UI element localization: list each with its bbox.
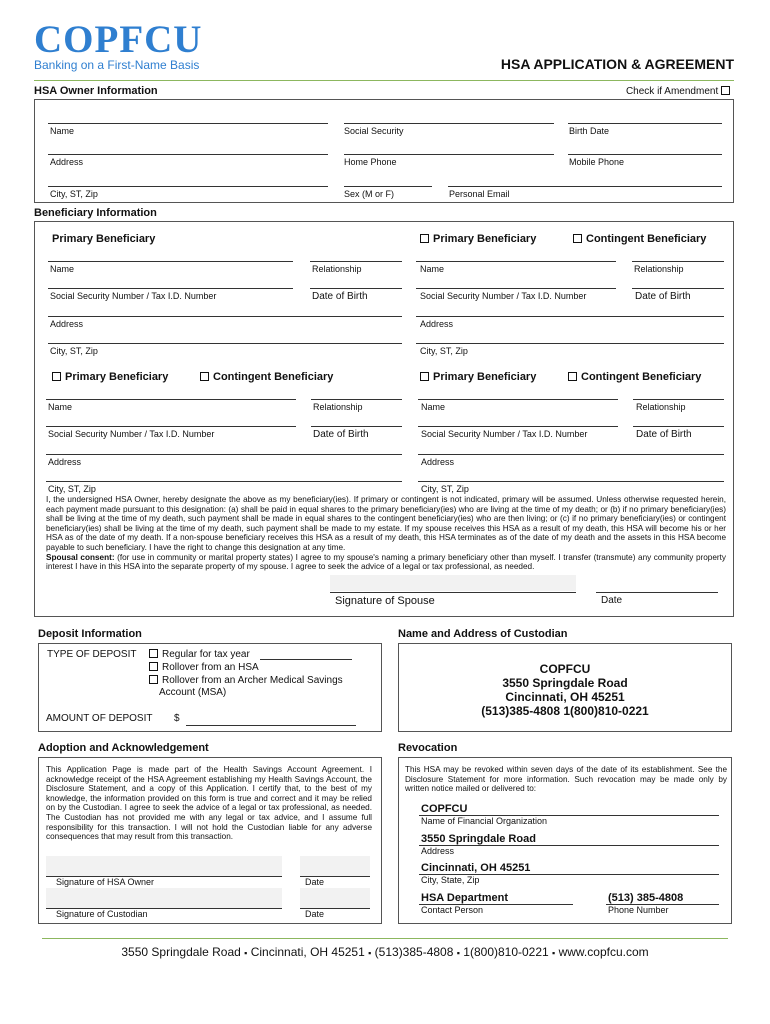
checkbox-icon[interactable]: [52, 372, 61, 381]
b3-ssn-label: Social Security Number / Tax I.D. Number: [48, 429, 215, 439]
address-line: [48, 154, 328, 155]
b4-city-line: [418, 481, 724, 482]
logo-wordmark: COPFCU: [34, 18, 203, 61]
type-of-deposit-label: TYPE OF DEPOSIT: [47, 649, 137, 660]
b4-ssn-line: [418, 426, 618, 427]
footer-separator: ▪: [552, 948, 556, 958]
deposit-heading: Deposit Information: [38, 628, 142, 640]
revocation-phone-label: Phone Number: [608, 905, 669, 915]
checkbox-icon[interactable]: [573, 234, 582, 243]
b4-contingent-label: Contingent Beneficiary: [581, 371, 702, 383]
name-label: Name: [50, 126, 75, 136]
footer-separator: ▪: [456, 948, 460, 958]
checkbox-icon[interactable]: [149, 675, 158, 684]
custodian-address-block: [398, 662, 732, 718]
revocation-org-label: Name of Financial Organization: [421, 816, 548, 826]
b3-city-line: [46, 481, 402, 482]
b2-primary-checkbox[interactable]: [420, 233, 536, 245]
b2-city-label: City, ST, Zip: [420, 346, 468, 356]
spouse-signature-line: [330, 592, 576, 593]
b2-ssn-label: Social Security Number / Tax I.D. Number: [420, 291, 587, 301]
checkbox-icon[interactable]: [568, 372, 577, 381]
footer-city: Cincinnati, OH 45251: [250, 945, 365, 959]
sex-label: Sex (M or F): [344, 189, 395, 199]
b2-contingent-label: Contingent Beneficiary: [586, 233, 707, 245]
b4-dob-line: [633, 426, 724, 427]
checkbox-icon[interactable]: [420, 234, 429, 243]
b4-primary-checkbox[interactable]: [420, 371, 536, 383]
b4-name-label: Name: [421, 402, 446, 412]
footer-phone: (513)385-4808: [374, 945, 454, 959]
adoption-text: This Application Page is made part of the Health Savings Account Agreement. I acknowledge receipt of the HSA Agreement establishing my Health Savings Account, the Disclosure Statement, and a copy of this Application. I certify that, to the best of my knowledge, the information provided on this form is true and correct and it may be relied on by the Custodian. I agree to seek the advice of a legal or tax professional, as needed. The Custodian has not provided me with any legal or tax advice, and I assume full responsibility for this transaction. I will not hold the Custodian liable for any adverse consequences that may result from this transaction.: [46, 765, 372, 842]
revocation-heading: Revocation: [398, 742, 458, 754]
b1-address-label: Address: [50, 319, 84, 329]
home-phone-line: [344, 154, 554, 155]
b1-name-label: Name: [50, 264, 75, 274]
b4-rel-line: [633, 399, 724, 400]
footer-website-link[interactable]: www.copfcu.com: [558, 945, 649, 959]
dollar-sign: $: [174, 713, 180, 724]
checkbox-icon[interactable]: [721, 86, 730, 95]
deposit-option-rollover-hsa[interactable]: [149, 662, 259, 673]
copfcu-logo: [34, 20, 202, 72]
email-line: [448, 186, 722, 187]
b3-address-label: Address: [48, 457, 82, 467]
footer: [0, 945, 770, 959]
b3-name-line: [46, 399, 296, 400]
deposit-option-regular-label: Regular for tax year: [162, 649, 250, 660]
b2-primary-label: Primary Beneficiary: [433, 233, 537, 245]
revocation-contact: HSA Department: [421, 892, 508, 904]
ssn-line: [344, 123, 554, 124]
footer-divider: [42, 938, 728, 939]
checkbox-icon[interactable]: [420, 372, 429, 381]
b3-primary-checkbox[interactable]: [52, 371, 168, 383]
revocation-phone: (513) 385-4808: [608, 892, 684, 904]
checkbox-icon[interactable]: [149, 662, 158, 671]
custodian-phones: (513)385-4808 1(800)810-0221: [481, 704, 649, 718]
revocation-street-line: [419, 845, 719, 846]
beneficiary-terms: [46, 495, 726, 572]
b1-address-line: [48, 316, 402, 317]
birth-line: [568, 123, 722, 124]
footer-separator: ▪: [368, 948, 372, 958]
b3-ssn-line: [46, 426, 296, 427]
b2-ssn-line: [416, 288, 616, 289]
home-phone-label: Home Phone: [344, 157, 397, 167]
owner-signature-label: Signature of HSA Owner: [56, 877, 155, 887]
checkbox-icon[interactable]: [200, 372, 209, 381]
custodian-name: COPFCU: [539, 662, 591, 676]
b3-rel-label: Relationship: [313, 402, 363, 412]
b3-contingent-checkbox[interactable]: [200, 371, 333, 383]
mobile-phone-line: [568, 154, 722, 155]
revocation-org: COPFCU: [421, 803, 468, 815]
footer-street: 3550 Springdale Road: [121, 945, 241, 959]
revocation-street: 3550 Springdale Road: [421, 833, 536, 845]
b4-primary-label: Primary Beneficiary: [433, 371, 537, 383]
b1-dob-label: Date of Birth: [312, 291, 368, 302]
owner-date-field[interactable]: [300, 856, 370, 876]
b4-dob-label: Date of Birth: [636, 429, 692, 440]
b2-rel-label: Relationship: [634, 264, 684, 274]
b1-city-label: City, ST, Zip: [50, 346, 98, 356]
deposit-option-rollover-msa[interactable]: [149, 675, 343, 686]
b4-ssn-label: Social Security Number / Tax I.D. Number: [421, 429, 588, 439]
custodian-signature-label: Signature of Custodian: [56, 909, 148, 919]
revocation-city: Cincinnati, OH 45251: [421, 862, 531, 874]
city-label: City, ST, Zip: [50, 189, 98, 199]
amendment-label: Check if Amendment: [625, 86, 719, 97]
b1-name-line: [48, 261, 293, 262]
b4-contingent-checkbox[interactable]: [568, 371, 701, 383]
email-label: Personal Email: [449, 189, 510, 199]
b1-city-line: [48, 343, 402, 344]
ssn-label: Social Security: [344, 126, 404, 136]
custodian-date-field[interactable]: [300, 888, 370, 908]
custodian-date-label: Date: [305, 909, 325, 919]
b1-rel-line: [310, 261, 402, 262]
adoption-heading: Adoption and Acknowledgement: [38, 742, 209, 754]
b4-city-label: City, ST, Zip: [421, 484, 469, 494]
city-line: [48, 186, 328, 187]
b3-primary-label: Primary Beneficiary: [65, 371, 169, 383]
b3-rel-line: [311, 399, 402, 400]
spousal-consent-text: (for use in community or marital property states) I agree to my spouse's naming a primary beneficiary other than myself. I transfer (transmute) any community property interest I have in this HSA into the separate property of my spouse. I agree to seek the advice of a legal or tax professional, as needed.: [46, 552, 726, 572]
spousal-consent-label: Spousal consent:: [46, 552, 115, 562]
b2-dob-line: [632, 288, 724, 289]
b2-name-label: Name: [420, 264, 445, 274]
revocation-city-label: City, State, Zip: [421, 875, 480, 885]
owner-date-label: Date: [305, 877, 325, 887]
revocation-street-label: Address: [421, 846, 455, 856]
checkbox-icon[interactable]: [149, 649, 158, 658]
owner-signature-field[interactable]: [46, 856, 282, 876]
b1-ssn-line: [48, 288, 293, 289]
b1-rel-label: Relationship: [312, 264, 362, 274]
amendment-checkbox[interactable]: [600, 86, 734, 97]
page-title: HSA APPLICATION & AGREEMENT: [500, 56, 734, 72]
amount-of-deposit-label: AMOUNT OF DEPOSIT: [46, 713, 153, 724]
b1-ssn-label: Social Security Number / Tax I.D. Number: [50, 291, 217, 301]
b3-address-line: [46, 454, 402, 455]
b2-name-line: [416, 261, 616, 262]
b4-address-line: [418, 454, 724, 455]
b3-dob-line: [311, 426, 402, 427]
b2-contingent-checkbox[interactable]: [573, 233, 706, 245]
b2-dob-label: Date of Birth: [635, 291, 691, 302]
logo-tagline: Banking on a First-Name Basis: [34, 58, 200, 72]
custodian-signature-field[interactable]: [46, 888, 282, 908]
b3-city-label: City, ST, Zip: [48, 484, 96, 494]
birth-label: Birth Date: [569, 126, 610, 136]
mobile-phone-label: Mobile Phone: [569, 157, 625, 167]
revocation-text: This HSA may be revoked within seven days of the date of its establishment. See the Disclosure Statement for more information. Such revocation may be made only by written notice mailed or delivered to:: [405, 765, 727, 794]
b4-rel-label: Relationship: [636, 402, 686, 412]
tax-year-line: [260, 659, 352, 660]
owner-heading: HSA Owner Information: [34, 85, 158, 97]
beneficiary-heading: Beneficiary Information: [34, 207, 157, 219]
b3-dob-label: Date of Birth: [313, 429, 369, 440]
primary-beneficiary-heading: Primary Beneficiary: [52, 233, 156, 245]
address-label: Address: [50, 157, 84, 167]
designation-text: I, the undersigned HSA Owner, hereby designate the above as my beneficiary(ies). If primary or contingent is not indicated, primary will be assumed. Unless otherwise requested herein, each payment made pursuant to this designation: (a) shall be paid in equal shares to the primary beneficiary(ies) who are living at the time of my death; or (b) if no primary beneficiary(ies) shall be living at the time of my death, such payment shall be made in equal shares to the contingent beneficiary(ies) who are then living; or (c) if no primary beneficiary(ies) or contingent beneficiary(ies) shall be living at the time of my death, such payment shall be made to my estate. If my spouse receives this HSA as a result of my death, this HSA will become his or her HSA as of the date of my death. If a non-spouse beneficiary receives this HSA as a result of my death, this HSA terminates as of the date of my death and the assets in this HSA become payable to such beneficiary. I have the right to change this designation at any time.: [46, 495, 726, 552]
amount-input-line[interactable]: [186, 725, 356, 726]
deposit-option-rollover-msa-label: Rollover from an Archer Medical Savings: [162, 675, 343, 686]
b2-rel-line: [632, 261, 724, 262]
deposit-option-rollover-hsa-label: Rollover from an HSA: [162, 662, 259, 673]
footer-toll-free: 1(800)810-0221: [463, 945, 549, 959]
deposit-option-regular[interactable]: [149, 649, 250, 660]
spouse-date-label: Date: [601, 595, 623, 606]
custodian-street: 3550 Springdale Road: [502, 676, 628, 690]
sex-line: [344, 186, 432, 187]
b3-name-label: Name: [48, 402, 73, 412]
custodian-city: Cincinnati, OH 45251: [505, 690, 625, 704]
footer-separator: ▪: [244, 948, 248, 958]
name-line: [48, 123, 328, 124]
b3-contingent-label: Contingent Beneficiary: [213, 371, 334, 383]
spouse-signature-field[interactable]: [330, 575, 576, 591]
spouse-signature-label: Signature of Spouse: [335, 595, 435, 607]
header-divider: [34, 80, 734, 81]
deposit-option-msa-continued: Account (MSA): [159, 687, 227, 698]
owner-box: [34, 99, 734, 203]
spouse-date-line: [596, 592, 718, 593]
b2-address-label: Address: [420, 319, 454, 329]
b1-dob-line: [310, 288, 402, 289]
custodian-heading: Name and Address of Custodian: [398, 628, 568, 640]
b4-name-line: [418, 399, 618, 400]
b2-address-line: [416, 316, 724, 317]
b4-address-label: Address: [421, 457, 455, 467]
revocation-contact-label: Contact Person: [421, 905, 484, 915]
b2-city-line: [416, 343, 724, 344]
